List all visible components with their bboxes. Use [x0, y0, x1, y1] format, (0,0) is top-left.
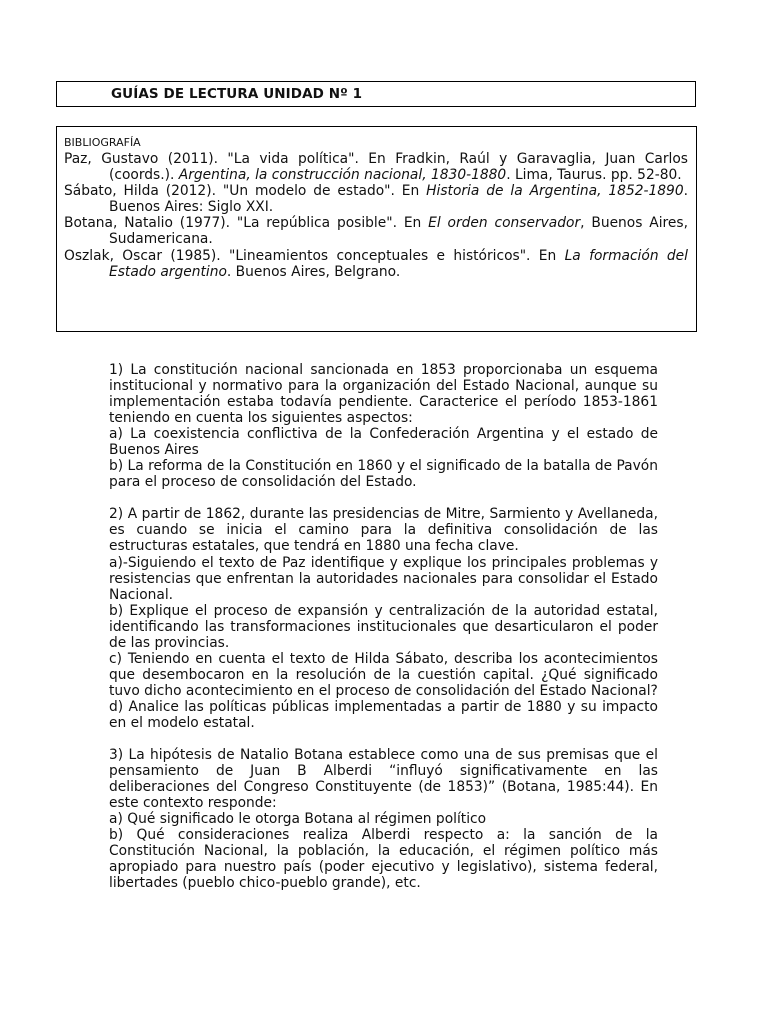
- question-3: [109, 747, 658, 891]
- question-item: b) Explique el proceso de expansión y centralización de la autoridad estatal, identificando las transformaciones institucionales que desarticularon el poder de las provincias.: [109, 602, 658, 651]
- question-item: b) Qué consideraciones realiza Alberdi respecto a: la sanción de la Constitución Nacional, la población, la educación, el régimen político más apropiado para nuestro país (poder ejecutivo y legislativo), sistema federal, libertades (pueblo chico-pueblo grande), etc.: [109, 827, 658, 892]
- questions-section: [109, 362, 658, 907]
- bibliography-heading: BIBLIOGRAFÍA: [64, 136, 141, 149]
- question-item: a)-Siguiendo el texto de Paz identifique y explique los principales problemas y resistencias que enfrentan la autoridades nacionales para consolidar el Estado Nacional.: [109, 554, 658, 603]
- reference-entry: Paz, Gustavo (2011). "La vida política". En Fradkin, Raúl y Garavaglia, Juan Carlos (coords.). Argentina, la construcción nacional, 1830-1880. Lima, Taurus. pp. 52-80.: [64, 151, 688, 184]
- reference-entry: Botana, Natalio (1977). "La república posible". En El orden conservador, Buenos Aires, Sudamericana.: [64, 215, 688, 248]
- question-item: c) Teniendo en cuenta el texto de Hilda Sábato, describa los acontecimientos que desembocaron en la resolución de la cuestión capital. ¿Qué significado tuvo dicho acontecimiento en el proceso de consolidación del Estado Nacional?: [109, 650, 658, 699]
- question-item: b) La reforma de la Constitución en 1860 y el significado de la batalla de Pavón para el proceso de consolidación del Estado.: [109, 458, 658, 491]
- question-item: a) Qué significado le otorga Botana al régimen político: [109, 811, 487, 828]
- question-item: a) La coexistencia conflictiva de la Confederación Argentina y el estado de Buenos Aires: [109, 426, 658, 459]
- question-2: [109, 506, 658, 731]
- reference-entry: Oszlak, Oscar (1985). "Lineamientos conceptuales e históricos". En La formación del Estado argentino. Buenos Aires, Belgrano.: [64, 247, 688, 280]
- question-intro: 1) La constitución nacional sancionada en 1853 proporcionaba un esquema institucional y normativo para la organización del Estado Nacional, aunque su implementación estaba todavía pendiente. Caracterice el período 1853-1861 teniendo en cuenta los siguientes aspectos:: [109, 362, 658, 427]
- question-intro: 3) La hipótesis de Natalio Botana establece como una de sus premisas que el pensamiento de Juan B Alberdi “influyó significativamente en las deliberaciones del Congreso Constituyente (de 1853)” (Botana, 1985:44). En este contexto responde:: [109, 747, 658, 812]
- question-intro: 2) A partir de 1862, durante las presidencias de Mitre, Sarmiento y Avellaneda, es cuando se inicia el camino para la definitiva consolidación de las estructuras estatales, que tendrá en 1880 una fecha clave.: [109, 506, 658, 555]
- title-box: [56, 81, 696, 107]
- bibliography-box: [56, 126, 697, 332]
- page-title: GUÍAS DE LECTURA UNIDAD Nº 1: [111, 86, 363, 102]
- reference-entry: Sábato, Hilda (2012). "Un modelo de estado". En Historia de la Argentina, 1852-1890. Buenos Aires: Siglo XXI.: [64, 183, 688, 216]
- question-item: d) Analice las políticas públicas implementadas a partir de 1880 y su impacto en el modelo estatal.: [109, 698, 658, 731]
- question-1: [109, 362, 658, 490]
